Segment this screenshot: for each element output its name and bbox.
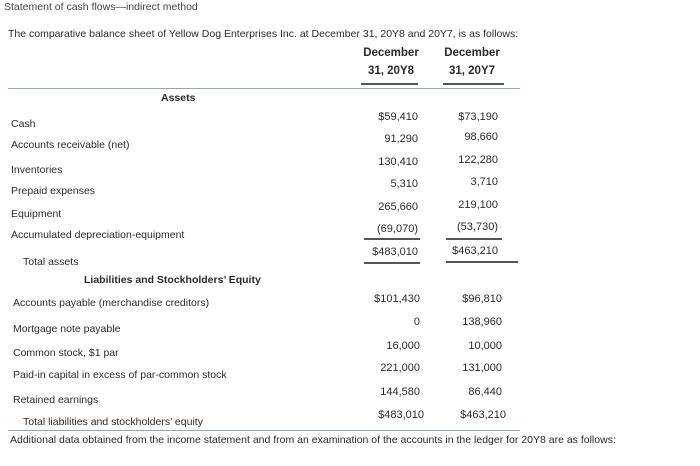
asset-ar-20y7: 98,660 — [464, 131, 498, 143]
intro-text: The comparative balance sheet of Yellow Dog Enterprises Inc. at December 31, 20Y8 and 20Y7, is as follows: — [8, 28, 519, 40]
asset-label-accumulated-depreciation: Accumulated depreciation-equipment — [11, 229, 185, 241]
total-assets-label: Total assets — [23, 256, 79, 268]
col-header-20y7-line2: 31, 20Y7 — [448, 65, 496, 77]
liab-retained-20y8: 144,580 — [380, 386, 420, 398]
asset-equipment-20y7: 219,100 — [458, 199, 498, 211]
col-header-20y8-line1: December — [363, 47, 419, 59]
col-header-20y7-line1: December — [444, 47, 500, 59]
liab-label-paid-in-capital: Paid-in capital in excess of par-common stock — [13, 369, 227, 381]
asset-label-inventories: Inventories — [11, 164, 63, 176]
asset-prepaid-20y8: 5,310 — [390, 178, 418, 190]
asset-cash-20y7: $73,190 — [458, 111, 498, 123]
bottom-divider — [8, 430, 520, 431]
col-header-20y8 — [356, 44, 426, 80]
asset-label-cash: Cash — [11, 118, 36, 130]
total-assets-rule-20y8 — [364, 262, 420, 264]
col-header-20y8-line2: 31, 20Y8 — [367, 65, 415, 77]
total-liabilities-20y8: $483,010 — [378, 409, 424, 421]
asset-label-equipment: Equipment — [11, 208, 62, 220]
liab-label-accounts-payable: Accounts payable (merchandise creditors) — [13, 297, 210, 309]
assets-heading: Assets — [161, 92, 196, 104]
asset-label-accounts-receivable: Accounts receivable (net) — [11, 139, 130, 151]
liab-label-common-stock: Common stock, $1 par — [13, 347, 119, 359]
liab-ap-20y8: $101,430 — [374, 293, 420, 305]
asset-inventories-20y7: 122,280 — [458, 154, 498, 166]
subtotal-rule-20y7 — [446, 238, 502, 240]
total-liabilities-20y7: $463,210 — [460, 409, 506, 421]
section-divider — [8, 88, 520, 89]
liab-paid-in-20y8: 221,000 — [380, 362, 420, 374]
liab-common-stock-20y7: 10,000 — [468, 340, 502, 352]
asset-equipment-20y8: 265,660 — [378, 201, 418, 213]
col-header-20y7-underline — [443, 83, 504, 85]
page-title: Statement of cash flows—indirect method — [4, 1, 198, 13]
col-header-20y7 — [437, 44, 507, 80]
subtotal-rule-20y8 — [364, 238, 420, 240]
total-assets-20y8: $483,010 — [372, 246, 418, 258]
asset-prepaid-20y7: 3,710 — [470, 176, 498, 188]
liabilities-heading: Liabilities and Stockholders’ Equity — [84, 274, 261, 286]
liab-mortgage-20y8: 0 — [413, 316, 420, 328]
col-header-20y8-underline — [361, 83, 418, 85]
asset-accum-dep-20y7: (53,730) — [457, 221, 498, 233]
liab-retained-20y7: 86,440 — [468, 386, 502, 398]
liab-paid-in-20y7: 131,000 — [462, 362, 502, 374]
liab-label-mortgage-note: Mortgage note payable — [13, 323, 121, 335]
total-liabilities-label: Total liabilities and stockholders’ equity — [23, 416, 203, 428]
asset-accum-dep-20y8: (69,070) — [377, 223, 418, 235]
asset-ar-20y8: 91,290 — [384, 133, 418, 145]
liab-common-stock-20y8: 16,000 — [386, 340, 420, 352]
asset-inventories-20y8: 130,410 — [378, 156, 418, 168]
total-assets-20y7: $463,210 — [452, 245, 498, 257]
liab-ap-20y7: $96,810 — [462, 293, 502, 305]
additional-data-note: Additional data obtained from the income statement and from an examination of the accounts in the ledger for 20Y8 are as follows: — [10, 434, 616, 446]
asset-label-prepaid-expenses: Prepaid expenses — [11, 185, 96, 197]
liab-mortgage-20y7: 138,960 — [462, 316, 502, 328]
total-assets-rule-20y7 — [446, 261, 518, 263]
liab-label-retained-earnings: Retained earnings — [13, 394, 99, 406]
asset-cash-20y8: $59,410 — [378, 111, 418, 123]
